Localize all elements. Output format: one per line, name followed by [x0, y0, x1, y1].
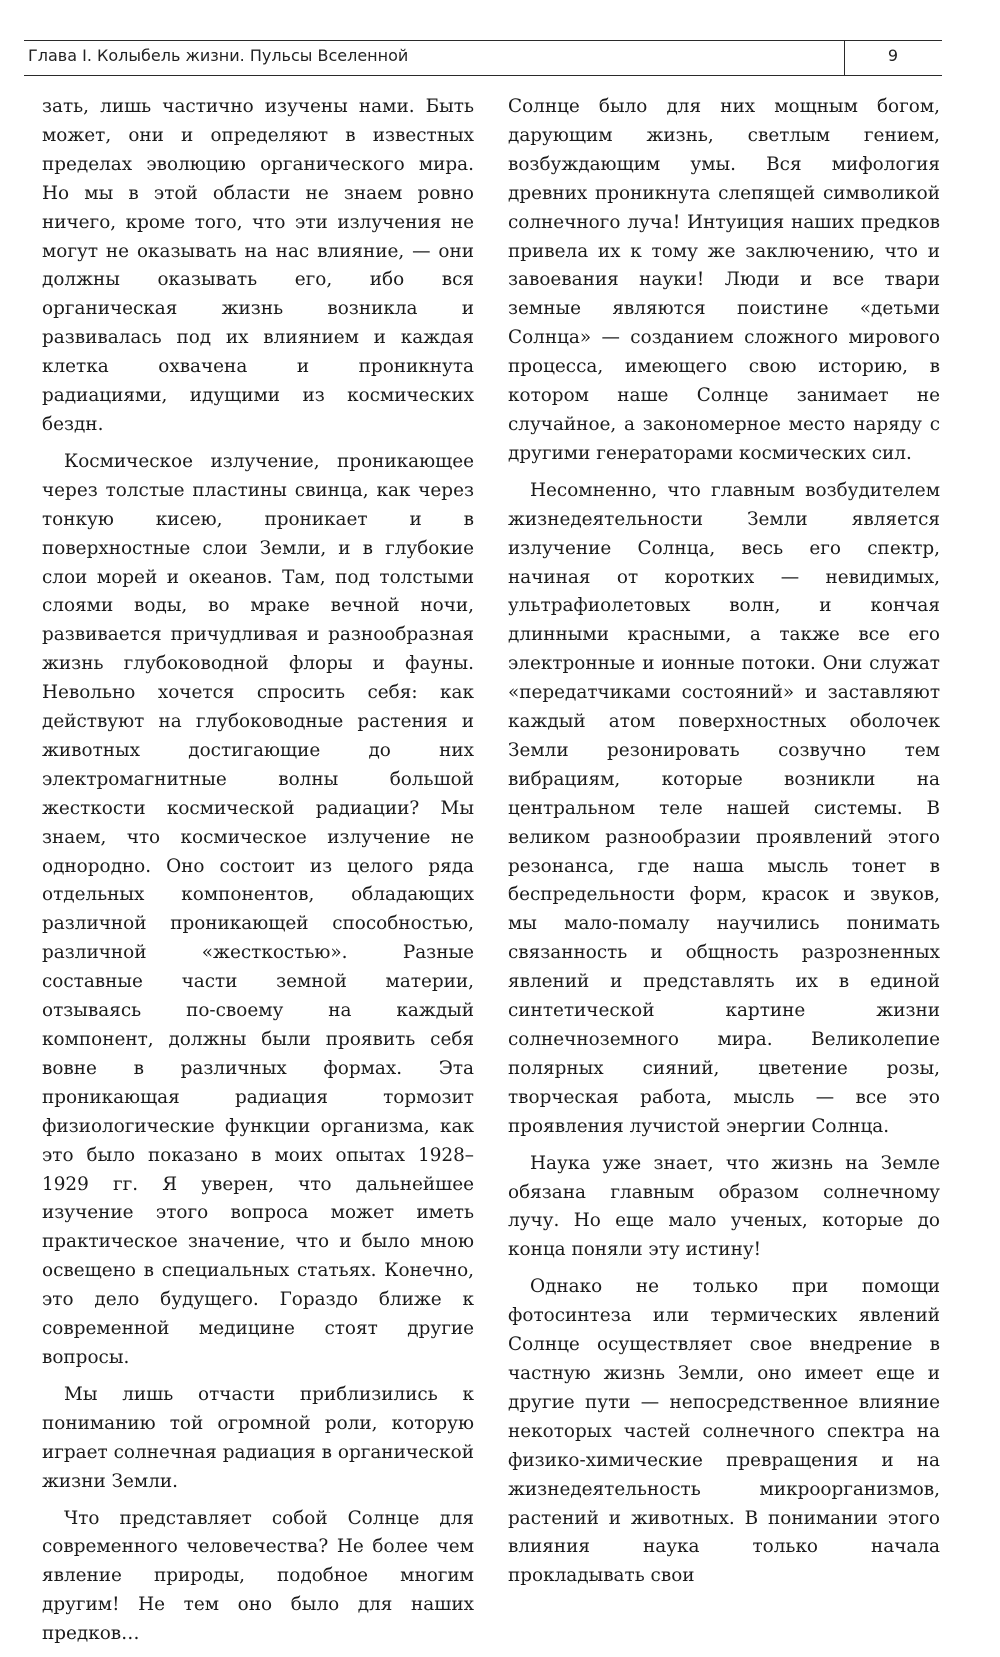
right-column — [508, 93, 940, 1599]
paragraph: Наука уже знает, что жизнь на Земле обязана главным образом солнечному лучу. Но еще мало ученых, которые до конца поняли эту истину! — [508, 1152, 940, 1261]
chapter-title: Глава I. Колыбель жизни. Пульсы Вселенной — [28, 46, 409, 65]
paragraph: Что представляет собой Солнце для современного человечества? Не более чем явление природы, подобное многим другим! Не тем оно было для наших предков… — [42, 1507, 474, 1645]
paragraph: Мы лишь отчасти приблизились к пониманию той огромной роли, которую играет солнечная радиация в органической жизни Земли. — [42, 1383, 474, 1492]
paragraph: Солнце было для них мощным богом, дарующим жизнь, светлым гением, возбуждающим умы. Вся мифология древних проникнута слепящей символикой солнечного луча! Интуиция наших предков привела их к тому же заключению, что и завоевания науки! Люди и все твари земные являются поистине «детьми Солнца» — созданием сложного мирового процесса, имеющего свою историю, в котором наше Солнце занимает не случайное, а закономерное место наряду с другими генераторами космических сил. — [508, 96, 940, 464]
running-header — [24, 40, 942, 76]
page-number: 9 — [887, 46, 899, 65]
paragraph: Однако не только при помощи фотосинтеза или термических явлений Солнце осуществляет свое внедрение в частную жизнь Земли, оно имеет еще и другие пути — непосредственное влияние некоторых частей солнечного спектра на физико-химические превращения и на жизнедеятельность микроорганизмов, растений и животных. В понимании этого влияния наука только начала прокладывать свои — [508, 1276, 940, 1587]
paragraph: Космическое излучение, проникающее через толстые пластины свинца, как через тонкую кисею, проникает и в поверхностные слои Земли, и в глубокие слои морей и океанов. Там, под толстыми слоями воды, во мраке вечной ночи, развивается причудливая и разнообразная жизнь глубоководной флоры и фауны. Невольно хочется спросить себя: как действуют на глубоководные растения и животных достигающие до них электромагнитные волны большой жесткости космической радиации? Мы знаем, что космическое излучение не однородно. Оно состоит из целого ряда отдельных компонентов, обладающих различной проникающей способностью, различной «жесткостью». Разные составные части земной материи, отзываясь по-своему на каждый компонент, должны были проявить себя вовне в различных формах. Эта проникающая радиация тормозит физиологические функции организма, как это было показано в моих опытах 1928–1929 гг. Я уверен, что дальнейшее изучение этого вопроса может иметь практическое значение, что и было мною освещено в специальных статьях. Конечно, это дело будущего. Гораздо ближе к современной медицине стоят другие вопросы. — [42, 450, 474, 1368]
paragraph: Несомненно, что главным возбудителем жизнедеятельности Земли является излучение Солнца, весь его спектр, начиная от коротких — невидимых, ультрафиолетовых волн, и кончая длинными красными, а также все его электронные и ионные потоки. Они служат «передатчиками состояний» и заставляют каждый атом поверхностных оболочек Земли резонировать созвучно тем вибрациям, которые возникли на центральном теле нашей системы. В великом разнообразии проявлений этого резонанса, где наша мысль тонет в беспредельности форм, красок и звуков, мы мало-помалу научились понимать связанность и общность разрозненных явлений и представлять их в единой синтетической картине жизни солнечноземного мира. Великолепие полярных сияний, цветение розы, творческая работа, мысль — все это проявления лучистой энергии Солнца. — [508, 479, 940, 1137]
paragraph: зать, лишь частично изучены нами. Быть может, они и определяют в известных пределах эволюцию органического мира. Но мы в этой области не знаем ровно ничего, кроме того, что эти излучения не могут не оказывать на нас влияние, — они должны оказывать его, ибо вся органическая жизнь возникла и развивалась под их влиянием и каждая клетка охвачена и проникнута радиациями, идущими из космических бездн. — [42, 96, 474, 435]
left-column — [42, 93, 474, 1657]
